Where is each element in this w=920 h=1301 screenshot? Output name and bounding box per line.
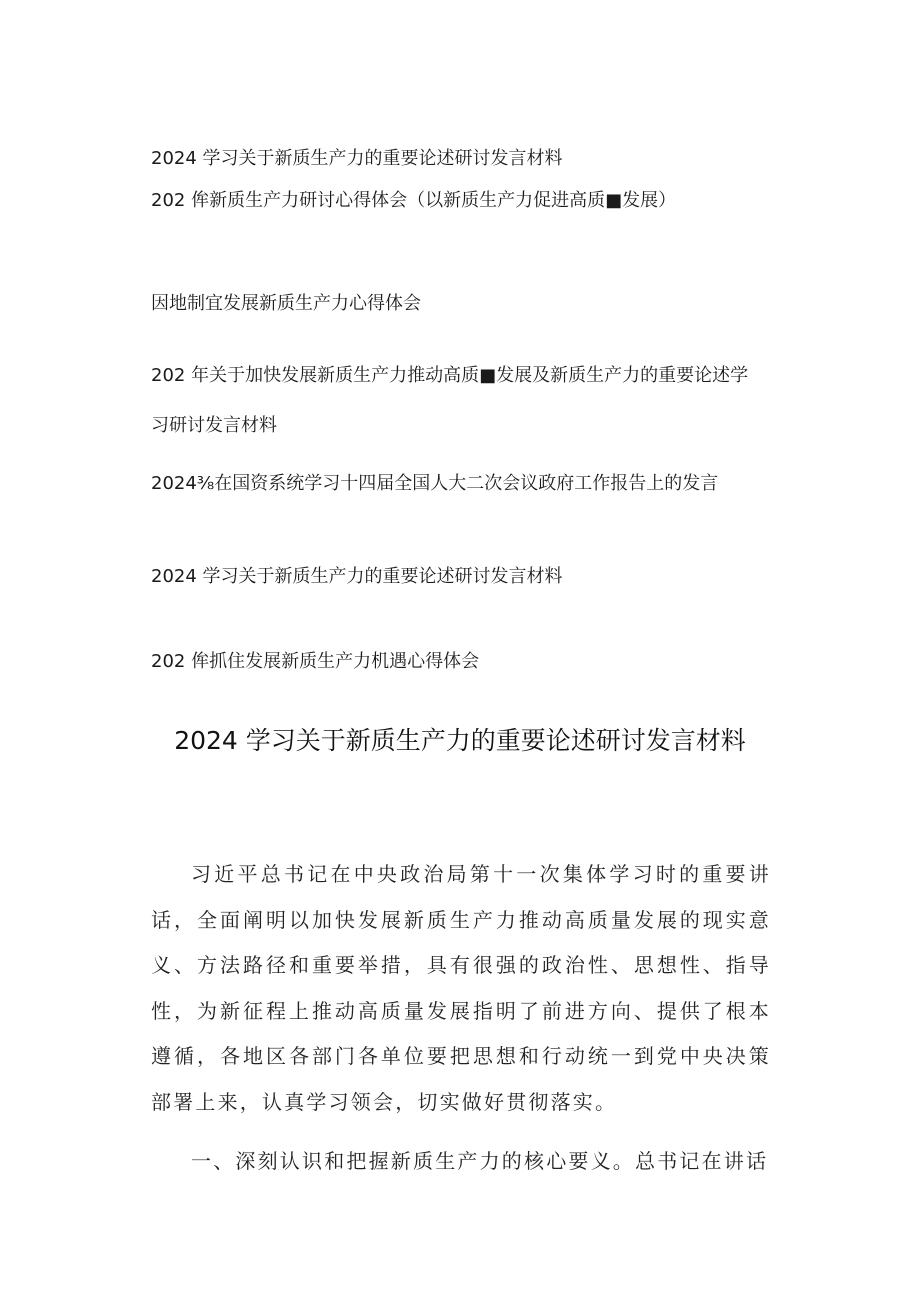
body-paragraph: 习近平总书记在中央政治局第十一次集体学习时的重要讲话，全面阐明以加快发展新质生产力推动高质量发展的现实意义、方法路径和重要举措，具有很强的政治性、思想性、指导性，为新征程上推动高质量发展指明了前进方向、提供了根本遵循，各地区各部门各单位要把思想和行动统一到党中央决策部署上来，认真学习领会，切实做好贯彻落实。 <box>151 862 771 1114</box>
toc-item[interactable]: 2024 学习关于新质生产力的重要论述研讨发言材料 <box>151 566 563 587</box>
body-paragraph: 一、深刻认识和把握新质生产力的核心要义。总书记在讲话 <box>191 1149 769 1173</box>
toc-item[interactable]: 202 年关于加快发展新质生产力推动高质■发展及新质生产力的重要论述学习研讨发言材料 <box>151 365 749 436</box>
article-title: 2024 学习关于新质生产力的重要论述研讨发言材料 <box>174 726 746 755</box>
toc-item[interactable]: 202 侔抓住发展新质生产力机遇心得体会 <box>151 651 480 672</box>
toc-item[interactable]: 202 侔新质生产力研讨心得体会（以新质生产力促进高质■发展） <box>151 190 677 211</box>
toc-item[interactable]: 2024 学习关于新质生产力的重要论述研讨发言材料 <box>151 148 563 169</box>
toc-item[interactable]: 2024⅜在国资系统学习十四届全国人大二次会议政府工作报告上的发言 <box>151 473 719 494</box>
toc-item[interactable]: 因地制宜发展新质生产力心得体会 <box>151 293 421 314</box>
